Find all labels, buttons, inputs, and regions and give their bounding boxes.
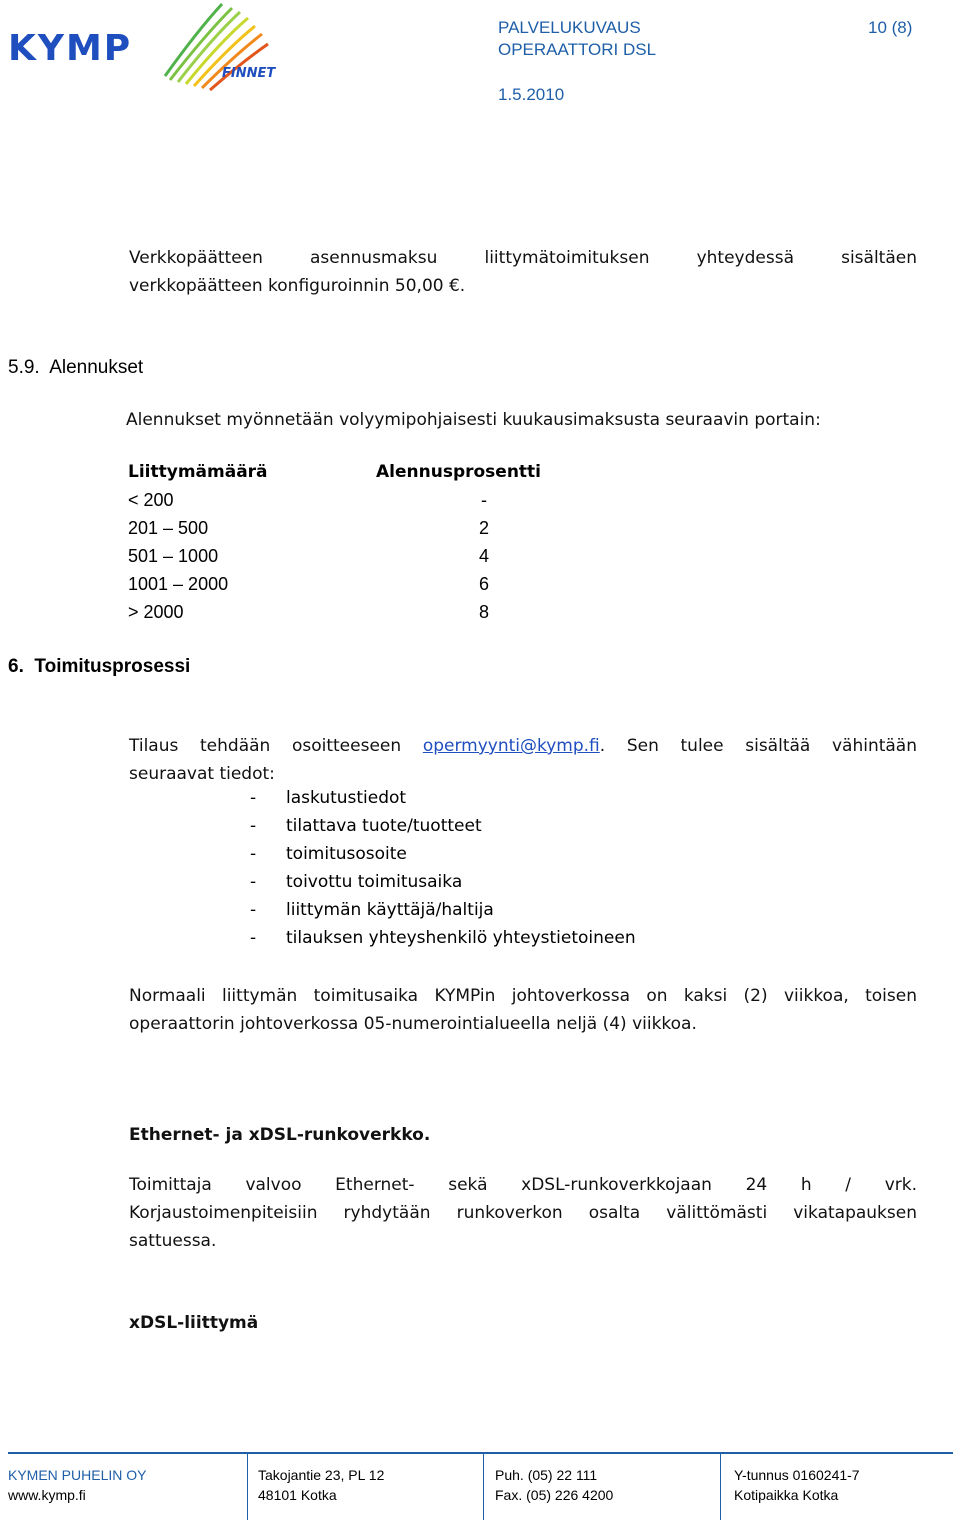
list-item-text: toivottu toimitusaika	[286, 872, 463, 892]
footer-column-divider	[247, 1454, 248, 1520]
doc-subtitle: OPERAATTORI DSL	[498, 40, 657, 59]
table-header-row	[128, 462, 542, 490]
table-row	[128, 518, 528, 546]
table-row	[128, 602, 528, 630]
delivery-line-2: operaattorin johtoverkossa 05-numerointialueella neljä (4) viikkoa.	[129, 1014, 697, 1034]
footer-street: Takojantie 23, PL 12	[258, 1467, 385, 1483]
table-cell-percent: 8	[478, 602, 489, 622]
table-cell-count: 1001 – 2000	[128, 574, 229, 594]
list-item-text: laskutustiedot	[286, 788, 407, 808]
intro-line-1: Verkkopäätteen asennusmaksu liittymätoimituksen yhteydessä sisältäen	[129, 248, 917, 268]
table-header-count: Liittymämäärä	[128, 462, 268, 482]
list-item-text: tilauksen yhteyshenkilö yhteystietoineen	[286, 928, 636, 948]
doc-title: PALVELUKUVAUS	[498, 18, 641, 37]
footer-registration	[734, 1465, 860, 1505]
table-cell-count: 201 – 500	[128, 518, 209, 538]
footer-address	[258, 1465, 384, 1505]
table-row	[128, 546, 528, 574]
list-item-text: tilattava tuote/tuotteet	[286, 816, 482, 836]
table-cell-count: < 200	[128, 490, 174, 510]
kymp-logo	[0, 0, 300, 95]
footer-column-divider	[720, 1454, 721, 1520]
table-row	[128, 490, 528, 518]
table-row	[128, 574, 528, 602]
footer-phone-number: Puh. (05) 22 111	[495, 1467, 598, 1483]
list-item-text: liittymän käyttäjä/haltija	[286, 900, 494, 920]
alennukset-text: Alennukset myönnetään volyymipohjaisesti kuukausimaksusta seuraavin portain:	[126, 410, 821, 430]
footer-divider	[8, 1452, 953, 1454]
order-suffix: . Sen tulee sisältää vähintään	[599, 736, 917, 756]
section-heading-toimitusprosessi: 6. Toimitusprosessi	[8, 656, 191, 677]
footer-phone	[495, 1465, 613, 1505]
table-cell-count: 501 – 1000	[128, 546, 219, 566]
list-item-text: toimitusosoite	[286, 844, 407, 864]
footer-postal: 48101 Kotka	[258, 1487, 337, 1503]
delivery-time-paragraph	[129, 982, 917, 1038]
intro-paragraph	[129, 244, 917, 300]
doc-date: 1.5.2010	[498, 85, 565, 104]
table-cell-percent: -	[481, 490, 487, 510]
ethernet-line-1: Toimittaja valvoo Ethernet- sekä xDSL-runkoverkkojaan 24 h / vrk.	[129, 1175, 917, 1195]
ethernet-line-2: Korjaustoimenpiteisiin ryhdytään runkoverkon osalta välittömästi vikatapauksen	[129, 1203, 917, 1223]
intro-line-2: verkkopäätteen konfiguroinnin 50,00 €.	[129, 276, 466, 296]
order-paragraph	[129, 732, 917, 788]
order-email-link[interactable]: opermyynti@kymp.fi	[422, 736, 600, 756]
footer-domicile: Kotipaikka Kotka	[734, 1487, 839, 1503]
kymp-logo-text: KYMP	[8, 28, 133, 69]
footer-column-divider	[483, 1454, 484, 1520]
table-cell-percent: 4	[478, 546, 489, 566]
ethernet-line-3: sattuessa.	[129, 1231, 217, 1251]
footer-business-id: Y-tunnus 0160241-7	[734, 1467, 860, 1483]
order-line-2: seuraavat tiedot:	[129, 764, 275, 784]
footer-company-name: KYMEN PUHELIN OY	[8, 1467, 147, 1483]
footer-fax-number: Fax. (05) 226 4200	[495, 1487, 614, 1503]
footer-website[interactable]: www.kymp.fi	[8, 1487, 86, 1503]
table-cell-count: > 2000	[128, 602, 184, 622]
finnet-logo-text: FINNET	[222, 66, 276, 81]
order-prefix: Tilaus tehdään osoitteeseen	[129, 736, 402, 756]
ethernet-heading: Ethernet- ja xDSL-runkoverkko.	[129, 1125, 431, 1145]
table-cell-percent: 2	[478, 518, 489, 538]
ethernet-paragraph	[129, 1171, 917, 1255]
table-header-percent: Alennusprosentti	[376, 462, 542, 482]
footer-company	[8, 1465, 146, 1505]
xdsl-heading: xDSL-liittymä	[129, 1313, 259, 1333]
table-cell-percent: 6	[478, 574, 489, 594]
delivery-line-1: Normaali liittymän toimitusaika KYMPin johtoverkossa on kaksi (2) viikkoa, toisen	[129, 986, 917, 1006]
order-line-1	[129, 732, 917, 760]
page-number: 10 (8)	[868, 18, 913, 37]
section-heading-alennukset: 5.9. Alennukset	[8, 357, 144, 378]
